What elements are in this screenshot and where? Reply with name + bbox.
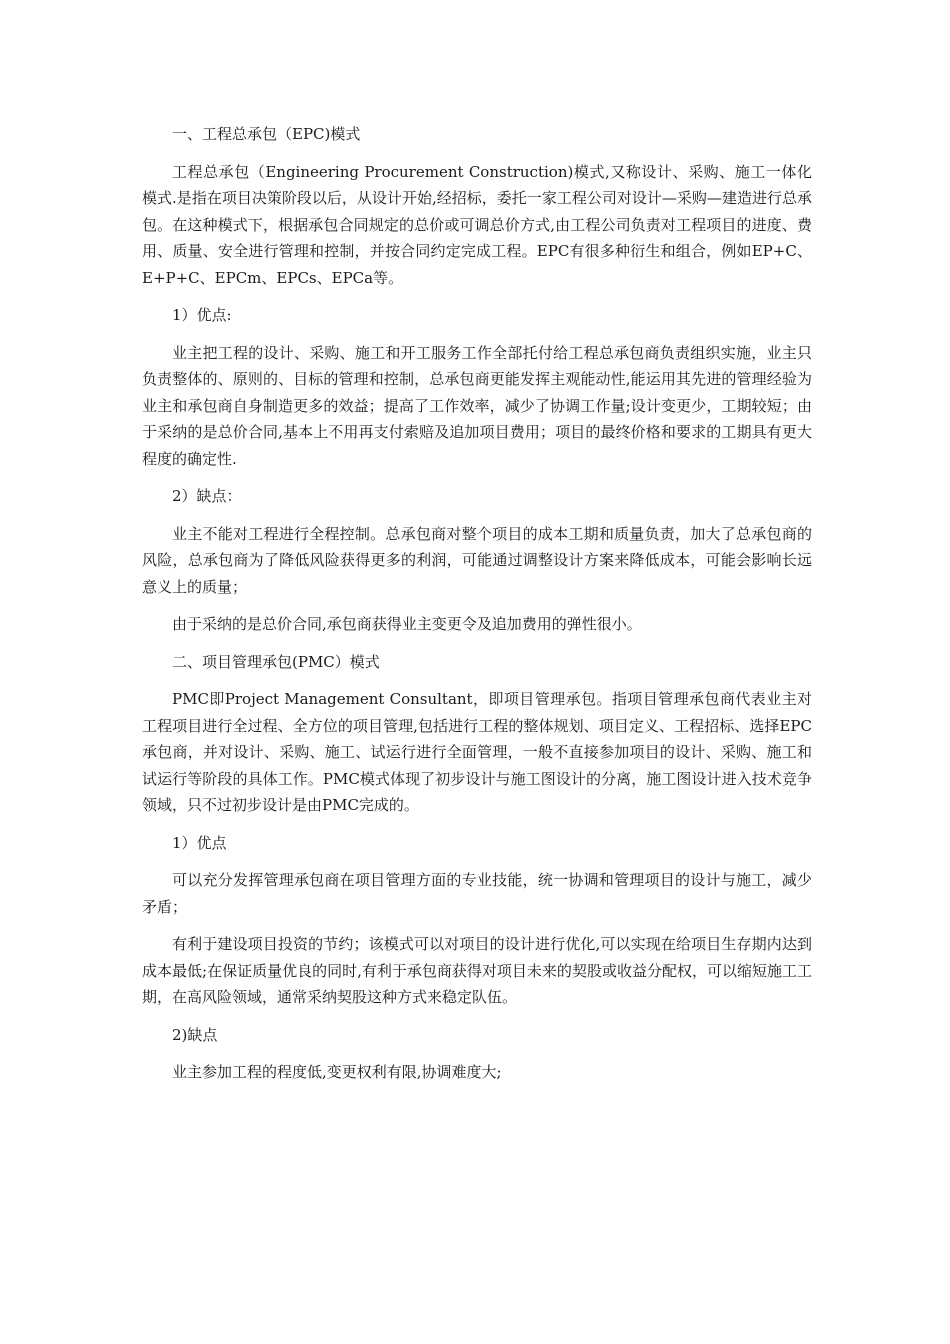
subheading-pmc-disadvantages: 2)缺点 xyxy=(172,1025,218,1044)
subheading-pmc-advantages: 1）优点 xyxy=(172,833,227,852)
paragraph-epc-advantages: 业主把工程的设计、采购、施工和开工服务工作全部托付给工程总承包商负责组织实施，业主只负责整体的、原则的、目标的管理和控制，总承包商更能发挥主观能动性,能运用其先进的管理经验为业主和承包商自身制造更多的效益；提高了工作效率，减少了协调工作量;设计变更少，工期较短；由于采纳的是总价合同,基本上不用再支付索赔及追加项目费用；项目的最终价格和要求的工期具有更大程度的确定性. xyxy=(142,343,812,468)
paragraph-pmc-advantages-1: 可以充分发挥管理承包商在项目管理方面的专业技能，统一协调和管理项目的设计与施工，减少矛盾； xyxy=(142,871,812,916)
document-body xyxy=(142,121,812,1097)
subheading-epc-advantages: 1）优点: xyxy=(172,306,232,324)
paragraph-pmc-disadvantages: 业主参加工程的程度低,变更权利有限,协调难度大; xyxy=(172,1063,502,1081)
section-heading-epc: 一、工程总承包（EPC)模式 xyxy=(172,125,361,143)
paragraph-pmc-definition: PMC即Project Management Consultant，即项目管理承包。指项目管理承包商代表业主对工程项目进行全过程、全方位的项目管理,包括进行工程的整体规划、项目定义、工程招标、选择EPC承包商，并对设计、采购、施工、试运行进行全面管理，一般不直接参加项目的设计、采购、施工和试运行等阶段的具体工作。PMC模式体现了初步设计与施工图设计的分离，施工图设计进入技术竞争领域，只不过初步设计是由PMC完成的。 xyxy=(142,690,812,814)
paragraph-epc-disadvantages-2: 由于采纳的是总价合同,承包商获得业主变更令及追加费用的弹性很小。 xyxy=(172,615,642,633)
section-heading-pmc: 二、项目管理承包(PMC）模式 xyxy=(172,652,380,671)
subheading-epc-disadvantages: 2）缺点： xyxy=(172,487,242,505)
paragraph-pmc-advantages-2: 有利于建设项目投资的节约；该模式可以对项目的设计进行优化,可以实现在给项目生存期内达到成本最低;在保证质量优良的同时,有利于承包商获得对项目未来的契股或收益分配权，可以缩短施工工期，在高风险领域，通常采纳契股这种方式来稳定队伍。 xyxy=(142,935,812,1006)
paragraph-epc-disadvantages-1: 业主不能对工程进行全程控制。总承包商对整个项目的成本工期和质量负责，加大了总承包商的风险，总承包商为了降低风险获得更多的利润，可能通过调整设计方案来降低成本，可能会影响长远意义上的质量； xyxy=(142,524,812,596)
paragraph-epc-definition: 工程总承包（Engineering Procurement Construction)模式,又称设计、采购、施工一体化模式.是指在项目决策阶段以后，从设计开始,经招标，委托一家工程公司对设计—采购—建造进行总承包。在这种模式下，根据承包合同规定的总价或可调总价方式,由工程公司负责对工程项目的进度、费用、质量、安全进行管理和控制，并按合同约定完成工程。EPC有很多种衍生和组合，例如EP+C、E+P+C、EPCm、EPCs、EPCa等。 xyxy=(142,162,812,287)
